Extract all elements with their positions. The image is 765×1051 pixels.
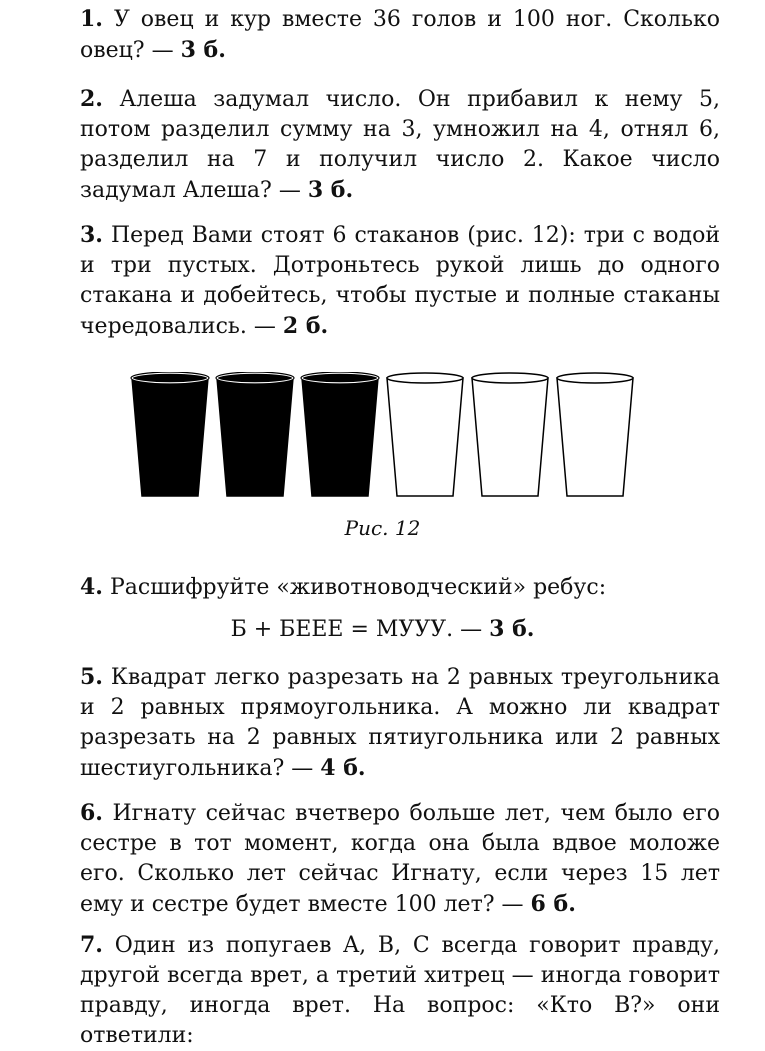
problem-number: 7. (80, 932, 103, 958)
problem-2 (80, 84, 720, 206)
problem-points: 3 б. (180, 37, 226, 63)
glasses-figure (130, 372, 640, 502)
problem-text: У овец и кур вместе 36 голов и 100 ног. Сколько овец? — (80, 7, 720, 63)
problem-1 (80, 4, 720, 66)
problem-points: 6 б. (530, 891, 576, 917)
problem-text: Алеша задумал число. Он прибавил к нему 5, потом разделил сумму на 3, умножил на 4, отнял 6, разделил на 7 и получил число 2. Какое число задумал Алеша? — (80, 87, 720, 203)
glass-6-empty (557, 373, 633, 496)
rebus-points: 3 б. (489, 616, 535, 642)
glass-1-full (131, 372, 209, 496)
problem-text: Квадрат легко разрезать на 2 равных треугольника и 2 равных прямоугольника. А можно ли квадрат разрезать на 2 равных пятиугольника или 2 равных шестиугольника? — (80, 665, 720, 781)
problem-5 (80, 662, 720, 784)
problem-7 (80, 930, 720, 1051)
glass-5-empty (472, 373, 548, 496)
problem-4 (80, 572, 720, 603)
glass-4-empty (387, 373, 463, 496)
problem-6 (80, 798, 720, 920)
problem-number: 2. (80, 86, 103, 112)
problem-text: Расшифруйте «животноводческий» ребус: (109, 575, 607, 600)
problem-number: 5. (80, 664, 103, 690)
rebus-equation (0, 614, 765, 645)
problem-number: 3. (80, 222, 103, 248)
problem-text: Перед Вами стоят 6 стаканов (рис. 12): три с водой и три пустых. Дотроньтесь рукой лишь до одного стакана и добейтесь, чтобы пустые и полные стаканы чередовались. — (80, 223, 721, 339)
problem-text: Один из попугаев A, B, C всегда говорит правду, другой всегда врет, а третий хитрец — иногда говорит правду, иногда врет. На вопрос: «Кто B?» они ответили: (80, 933, 721, 1048)
problem-3 (80, 220, 720, 342)
glass-2-full (216, 372, 294, 496)
problem-number: 1. (80, 6, 103, 32)
problem-number: 6. (80, 800, 103, 826)
problem-points: 3 б. (307, 177, 354, 203)
problem-points: 2 б. (282, 313, 329, 339)
rebus-text: Б + БЕЕЕ = МУУУ. — (230, 617, 483, 642)
glass-3-full (301, 372, 379, 496)
problem-text: Игнату сейчас вчетверо больше лет, чем было его сестре в тот момент, когда она была вдвое моложе его. Сколько лет сейчас Игнату, если через 15 лет ему и сестре будет вместе 100 лет? — (80, 801, 720, 917)
figure-caption: Рис. 12 (344, 516, 421, 540)
problem-number: 4. (80, 574, 103, 600)
problem-points: 4 б. (320, 755, 366, 781)
